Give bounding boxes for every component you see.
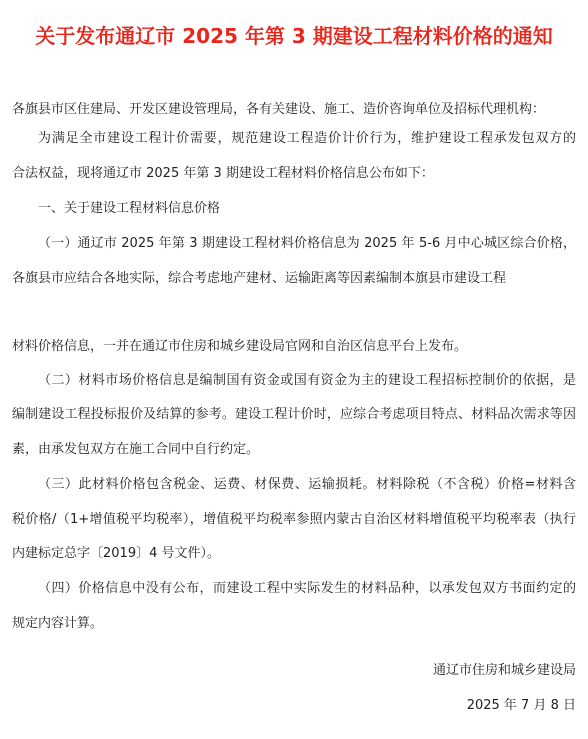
paragraph-line: 材料价格信息，一并在通辽市住房和城乡建设局官网和自治区信息平台上发布。 xyxy=(12,339,468,354)
paragraph-line: 各旗县市应结合各地实际，综合考虑地产建材、运输距离等因素编制本旗县市建设工程 xyxy=(12,271,507,286)
section-heading: 一、关于建设工程材料信息价格 xyxy=(38,201,221,216)
issuer-name: 通辽市住房和城乡建设局 xyxy=(432,663,576,678)
paragraph-line: （一）通辽市 2025 年第 3 期建设工程材料价格信息为 2025 年 5-6 月中心城区综合价格， xyxy=(38,236,576,251)
paragraph-line: 为满足全市建设工程计价需要，规范建设工程造价计价行为，维护建设工程承发包双方的 xyxy=(38,131,576,146)
paragraph-line: （三）此材料价格包含税金、运费、材保费、运输损耗。材料除税（不含税）价格=材料含 xyxy=(38,477,576,492)
paragraph-line: （二）材料市场价格信息是编制国有资金或国有资金为主的建设工程招标控制价的依据，是 xyxy=(38,373,576,388)
paragraph-line: 税价格/（1+增值税平均税率），增值税平均税率参照内蒙古自治区材料增值税平均税率表（执行 xyxy=(12,512,576,527)
salutation-line: 各旗县市区住建局、开发区建设管理局，各有关建设、施工、造价咨询单位及招标代理机构： xyxy=(12,102,546,117)
paragraph-line: 素，由承发包双方在施工合同中自行约定。 xyxy=(12,442,260,457)
paragraph-line: （四）价格信息中没有公布，而建设工程中实际发生的材料品种，以承发包双方书面约定的 xyxy=(38,581,576,596)
paragraph-line: 规定内容计算。 xyxy=(12,616,104,631)
paragraph-line: 内建标定总字〔2019〕4 号文件）。 xyxy=(12,546,220,561)
paragraph-line: 编制建设工程投标报价及结算的参考。建设工程计价时，应综合考虑项目特点、材料品次需求等因 xyxy=(12,407,576,422)
document-title: 关于发布通辽市 2025 年第 3 期建设工程材料价格的通知 xyxy=(35,24,553,48)
paragraph-line: 合法权益，现将通辽市 2025 年第 3 期建设工程材料价格信息公布如下： xyxy=(12,166,434,181)
issue-date: 2025 年 7 月 8 日 xyxy=(466,698,576,713)
